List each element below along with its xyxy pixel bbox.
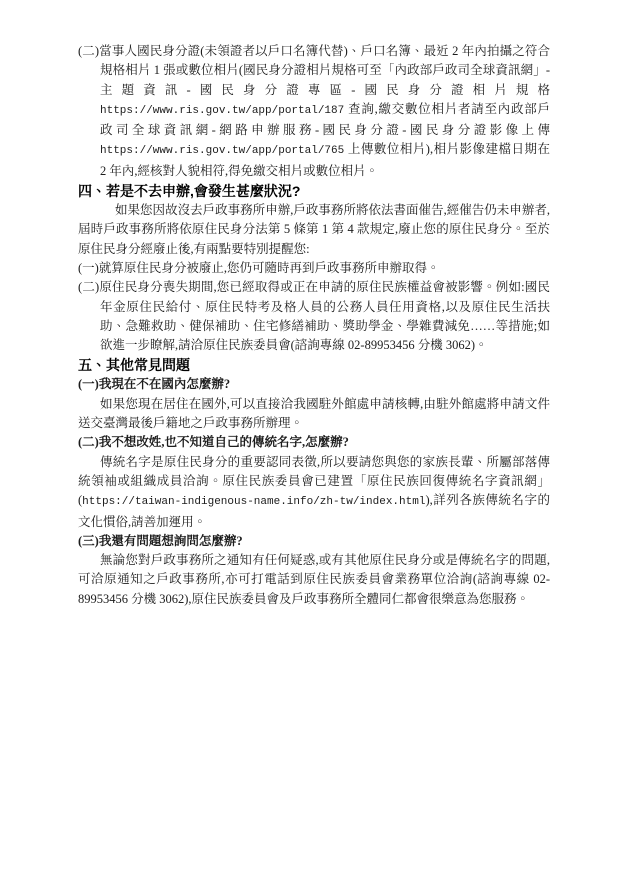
section-4-item-2 (78, 278, 550, 355)
ris-portal-187-url: https://www.ris.gov.tw/app/portal/187 (100, 104, 345, 117)
faq-answer-3: 無論您對戶政事務所之通知有任何疑惑,或有其他原住民身分或是傳統名字的問題,可洽原通知之戶政事務所,亦可打電話到原住民族委員會業務單位洽詢(諮詢專線 02-89953456 分機 3062),原住民族委員會及戶政事務所全體同仁都會很樂意為您服務。 (78, 553, 550, 606)
item-label: (一) (78, 260, 99, 275)
answer-text-part-2: ),詳列各族傳統名字的文化慣俗,請善加運用。 (78, 493, 550, 529)
section-4-heading: 四、若是不去申辦,會發生甚麼狀況? (78, 183, 301, 200)
question-text: 我現在不在國內怎麼辦? (98, 377, 231, 392)
section-4-item-1 (78, 259, 550, 278)
ris-portal-765-url: https://www.ris.gov.tw/app/portal/765 (100, 145, 345, 158)
faq-question-2 (78, 433, 550, 452)
item-label: (二) (78, 280, 100, 295)
question-text: 我還有問題想詢問怎麼辦? (98, 533, 243, 548)
item-text: 原住民身分喪失期間,您已經取得或正在申請的原住民族權益會被影響。例如:國民年金原住民給付、原住民特考及格人員的公務人員任用資格,以及原住民生活扶助、急難救助、健保補助、住宅修繕補助、獎助學金、學雜費減免……等措施;如欲進一步瞭解,請洽原住民族委員會(諮詢專線 02-89953456 分機 3062)。 (99, 280, 550, 353)
item-label: (二) (78, 44, 100, 58)
faq-item-1 (78, 375, 550, 433)
faq-answer-1: 如果您現在居住在國外,可以直接洽我國駐外館處申請核轉,由駐外館處將申請文件送交臺灣最後戶籍地之戶政事務所辦理。 (78, 396, 550, 431)
section-4-intro-paragraph: 如果您因故沒去戶政事務所申辦,戶政事務所將依法書面催告,經催告仍未申辦者,屆時戶政事務所將依原住民身分法第 5 條第 1 第 4 款規定,廢止您的原住民身分。至於原住民身分經廢止後,有兩點要特別提醒您: (78, 203, 550, 256)
answer-text-part-1: 傳統名字是原住民身分的重要認同表徵,所以要請您與您的家族長輩、所屬部落傳統領袖或組織成員洽詢。原住民族委員會已建置「原住民族回復傳統名字資訊網」( (78, 454, 550, 508)
item-text-part-1: 當事人國民身分證(未領證者以戶口名簿代替)、戶口名簿、最近 2 年內拍攝之符合規格相片 1 張或數位相片(國民身分證相片規格可至「內政部戶政司全球資訊網」-主題資訊-國民身分證專區-國民身分證相片規格 (99, 44, 550, 97)
faq-question-3 (78, 532, 550, 551)
faq-item-3 (78, 532, 550, 609)
section-5-heading: 五、其他常見問題 (78, 357, 190, 374)
item-text-part-3: 上傳數位相片),相片影像建檔日期在 2 年內,經核對人貌相符,得免繳交相片或數位相片。 (100, 142, 550, 178)
question-text: 我不想改姓,也不知道自己的傳統名字,怎麼辦? (98, 435, 349, 450)
faq-item-2 (78, 433, 550, 531)
item-label: (三) (78, 533, 99, 548)
item-text: 就算原住民身分被廢止,您仍可隨時再到戶政事務所申辦取得。 (98, 260, 440, 275)
item-label: (二) (78, 435, 99, 450)
indigenous-name-site-url: https://taiwan-indigenous-name.info/zh-tw/index.html (82, 496, 426, 509)
faq-question-1 (78, 375, 550, 394)
item-text-part-2: 查詢,繳交數位相片者請至內政部戶政司全球資訊網-網路申辦服務-國民身分證-國民身分證影像上傳 (100, 101, 550, 138)
item-label: (一) (78, 377, 99, 392)
faq-answer-2 (78, 453, 550, 532)
photo-requirement-item (78, 42, 550, 181)
